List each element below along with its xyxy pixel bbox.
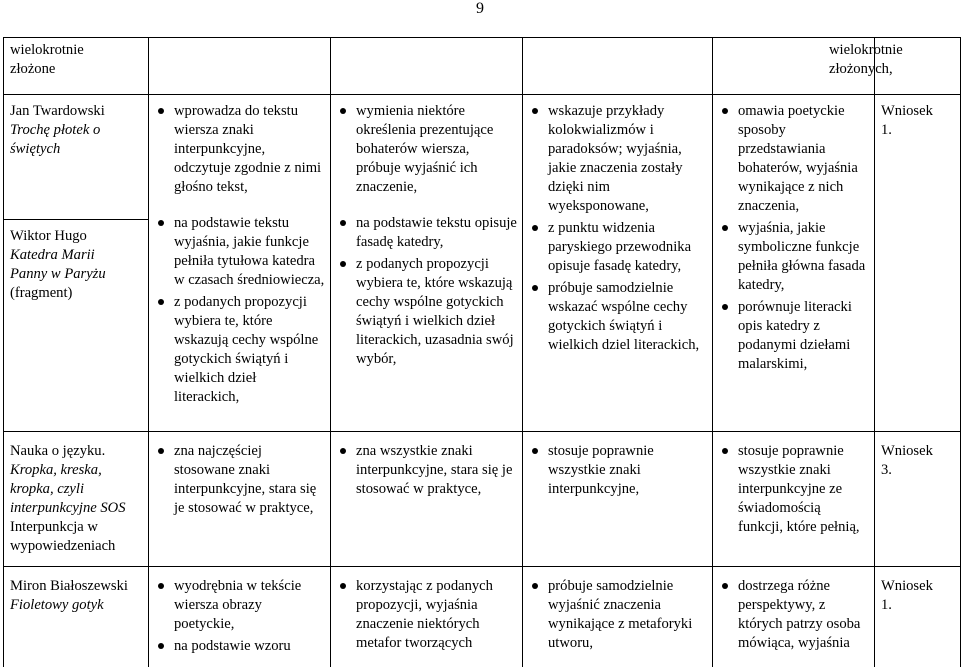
- list-item: wskazuje przykłady kolokwializmów i paradoksów; wyjaśnia, jakie znaczenia zostały dzięki nim wyeksponowane,: [529, 102, 707, 216]
- cell-top-col2: [149, 38, 331, 95]
- list-item: próbuje samodzielnie wyjaśnić znaczenia wynikające z metaforyki utworu,: [529, 577, 707, 653]
- table-row-top: [4, 38, 961, 95]
- cell-hugo-col4: [523, 95, 713, 432]
- cell-top-col4: [523, 38, 713, 95]
- cell-hugo-col2: [149, 95, 331, 432]
- list-item: próbuje samodzielnie wskazać wspólne cechy gotyckich świątyń i wielkich dziel literackich,: [529, 279, 707, 355]
- cell-top-col3: [331, 38, 523, 95]
- cell-top-col1: wielokrotnie złożone: [4, 38, 149, 95]
- table-row-miron: [4, 567, 961, 667]
- author-twardowski: Jan Twardowski: [10, 103, 105, 119]
- list-item: z podanych propozycji wybiera te, które wskazują cechy wspólne gotyckich świątyń i wielkich dzieł literackich,: [155, 293, 325, 407]
- cell-hugo-col3: [331, 95, 523, 432]
- table-row-nauka: [4, 432, 961, 567]
- cell-nauka-col4: [523, 432, 713, 567]
- list-item: z punktu widzenia paryskiego przewodnika opisuje fasadę katedry,: [529, 219, 707, 276]
- cell-hugo-col1: Jan Twardowski Trochę płotek o świętych Wiktor Hugo Katedra Marii Panny w Paryżu (fragment): [4, 95, 149, 432]
- divider: [4, 219, 148, 221]
- list-item: zna najczęściej stosowane znaki interpunkcyjne, stara się je stosować w praktyce,: [155, 442, 325, 518]
- cell-top-col6: wielokrotnie złożonych,: [875, 38, 961, 95]
- list-item: na podstawie tekstu opisuje fasadę katedry,: [337, 214, 517, 252]
- cell-nauka-col3: [331, 432, 523, 567]
- cell-miron-col4: [523, 567, 713, 667]
- title-twardowski: Trochę płotek o: [10, 122, 101, 138]
- page-number: 9: [476, 0, 484, 17]
- cell-nauka-col1: Nauka o języku. Kropka, kreska, kropka, czyli interpunkcyjne SOS Interpunkcja w wypowiedzeniach: [4, 432, 149, 567]
- list-item: korzystając z podanych propozycji, wyjaśnia znaczenie niektórych metafor tworzących: [337, 577, 517, 653]
- cell-miron-col6: Wniosek 1.: [875, 567, 961, 667]
- list-item: porównuje literacki opis katedry z podanymi dziełami malarskimi,: [719, 298, 869, 374]
- cell-miron-col5: [713, 567, 875, 667]
- author-bialoszewski: Miron Białoszewski: [10, 578, 128, 594]
- cell-nauka-col2: [149, 432, 331, 567]
- list-item: wyjaśnia, jakie symboliczne funkcje pełniła główna fasada katedry,: [719, 219, 869, 295]
- list-item: z podanych propozycji wybiera te, które wskazują cechy wspólne gotyckich świątyń i wielkich dzieł literackich, uzasadnia swój wybór,: [337, 255, 517, 369]
- cell-hugo-col6: Wniosek 1.: [875, 95, 961, 432]
- list-item: stosuje poprawnie wszystkie znaki interpunkcyjne,: [529, 442, 707, 499]
- requirements-table: [3, 37, 961, 667]
- author-hugo: Wiktor Hugo: [10, 228, 87, 244]
- list-item: na podstawie wzoru: [155, 637, 325, 656]
- table-row-hugo: [4, 95, 961, 432]
- cell-miron-col3: [331, 567, 523, 667]
- cell-miron-col1: [4, 567, 149, 667]
- list-item: wprowadza do tekstu wiersza znaki interpunkcyjne, odczytuje zgodnie z nimi głośno tekst,: [155, 102, 325, 197]
- cell-nauka-col5: [713, 432, 875, 567]
- list-item: stosuje poprawnie wszystkie znaki interpunkcyjne ze świadomością funkcji, które pełnią,: [719, 442, 869, 537]
- cell-miron-col2: [149, 567, 331, 667]
- cell-hugo-col5: [713, 95, 875, 432]
- list-item: omawia poetyckie sposoby przedstawiania bohaterów, wyjaśnia wynikające z nich znaczenia,: [719, 102, 869, 216]
- title-fioletowy-gotyk: Fioletowy gotyk: [10, 597, 104, 613]
- title-hugo: Katedra Marii: [10, 247, 95, 263]
- cell-nauka-col6: Wniosek 3.: [875, 432, 961, 567]
- list-item: zna wszystkie znaki interpunkcyjne, stara się je stosować w praktyce,: [337, 442, 517, 499]
- list-item: wyodrębnia w tekście wiersza obrazy poetyckie,: [155, 577, 325, 634]
- list-item: wymienia niektóre określenia prezentujące bohaterów wiersza, próbuje wyjaśnić ich znaczenie,: [337, 102, 517, 197]
- list-item: dostrzega różne perspektywy, z których patrzy osoba mówiąca, wyjaśnia: [719, 577, 869, 653]
- list-item: na podstawie tekstu wyjaśnia, jakie funkcje pełniła tytułowa katedra w czasach średniowiecza,: [155, 214, 325, 290]
